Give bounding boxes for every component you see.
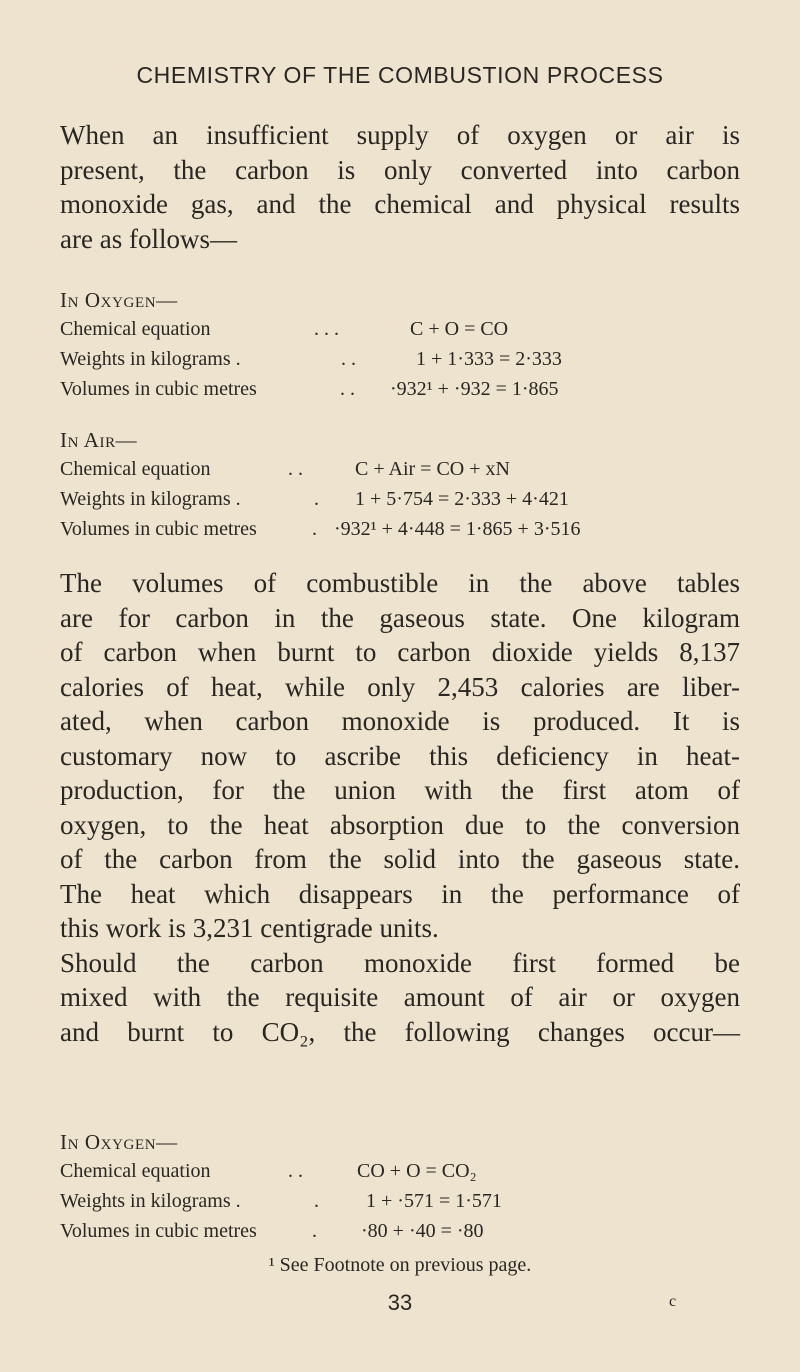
row-label: Volumes in cubic metres [60, 378, 257, 400]
text-line: oxygen, to the heat absorption due to the conversion [60, 809, 740, 840]
text-line: The volumes of combustible in the above tables [60, 568, 740, 598]
text-line: When an insufficient supply of oxygen or air is [60, 120, 740, 150]
row-expression: 1 + ·571 = 1·571 [366, 1190, 502, 1212]
intro-paragraph [60, 118, 740, 256]
text-line: present, the carbon is only converted into carbon [60, 154, 740, 185]
leader-dots: . [312, 1220, 317, 1242]
text-line: are as follows— [60, 223, 237, 254]
text-line: and burnt to CO₂, the following changes occur— [60, 1016, 740, 1047]
text-line: of the carbon from the solid into the gaseous state. [60, 844, 740, 874]
row-label: Chemical equation [60, 1160, 211, 1182]
text-line: are for carbon in the gaseous state. One kilogram [60, 602, 740, 633]
row-expression: ·932¹ + 4·448 = 1·865 + 3·516 [334, 518, 581, 540]
text-line: Should the carbon monoxide first formed be [60, 947, 740, 978]
table-row [60, 318, 700, 344]
row-label: Chemical equation [60, 318, 211, 340]
text-line: monoxide gas, and the chemical and physical results [60, 189, 740, 219]
row-expression: ·932¹ + ·932 = 1·865 [390, 378, 559, 400]
row-label: Weights in kilograms . [60, 488, 241, 510]
text-line: The heat which disappears in the performance of [60, 878, 740, 909]
table-row [60, 1160, 700, 1186]
leader-dots: . . [288, 1160, 303, 1182]
table-row [60, 518, 700, 544]
leader-dots: . [312, 518, 317, 540]
signature-mark: c [669, 1293, 677, 1310]
leader-dots: . . [288, 458, 303, 480]
text-line: production, for the union with the first atom of [60, 775, 740, 805]
leader-dots: . . [340, 378, 355, 400]
table2-oxygen-heading: In Oxygen— [60, 1130, 178, 1154]
row-expression: 1 + 5·754 = 2·333 + 4·421 [355, 488, 569, 510]
row-expression: ·80 + ·40 = ·80 [361, 1220, 484, 1242]
leader-dots: . . . [314, 318, 339, 340]
row-expression: C + O = CO [410, 318, 509, 340]
table1-oxygen-heading: In Oxygen— [60, 288, 178, 312]
row-label: Weights in kilograms . [60, 1190, 241, 1212]
row-label: Volumes in cubic metres [60, 1220, 257, 1242]
leader-dots: . . [341, 348, 356, 370]
page-number: 33 [387, 1290, 413, 1315]
footnote: ¹ See Footnote on previous page. [268, 1254, 532, 1276]
leader-dots: . [314, 1190, 319, 1212]
text-line: calories of heat, while only 2,453 calories are liber- [60, 671, 740, 702]
row-expression: C + Air = CO + xN [355, 458, 510, 480]
row-label: Weights in kilograms . [60, 348, 241, 370]
table-row [60, 378, 700, 404]
running-header: CHEMISTRY OF THE COMBUSTION PROCESS [136, 62, 664, 88]
table-row [60, 488, 700, 514]
row-label: Volumes in cubic metres [60, 518, 257, 540]
row-label: Chemical equation [60, 458, 211, 480]
body-paragraph [60, 566, 740, 1049]
table-row [60, 348, 700, 374]
text-line: customary now to ascribe this deficiency in heat- [60, 740, 740, 771]
row-expression: CO + O = CO₂ [357, 1160, 477, 1182]
text-line: of carbon when burnt to carbon dioxide yields 8,137 [60, 637, 740, 667]
text-line: ated, when carbon monoxide is produced. It is [60, 706, 740, 736]
row-expression: 1 + 1·333 = 2·333 [416, 348, 562, 370]
table-row [60, 1190, 700, 1216]
table-row [60, 1220, 700, 1246]
table-row [60, 458, 700, 484]
table1-air-heading: In Air— [60, 428, 138, 452]
leader-dots: . [314, 488, 319, 510]
text-line: this work is 3,231 centigrade units. [60, 913, 439, 943]
text-line: mixed with the requisite amount of air or oxygen [60, 982, 740, 1012]
